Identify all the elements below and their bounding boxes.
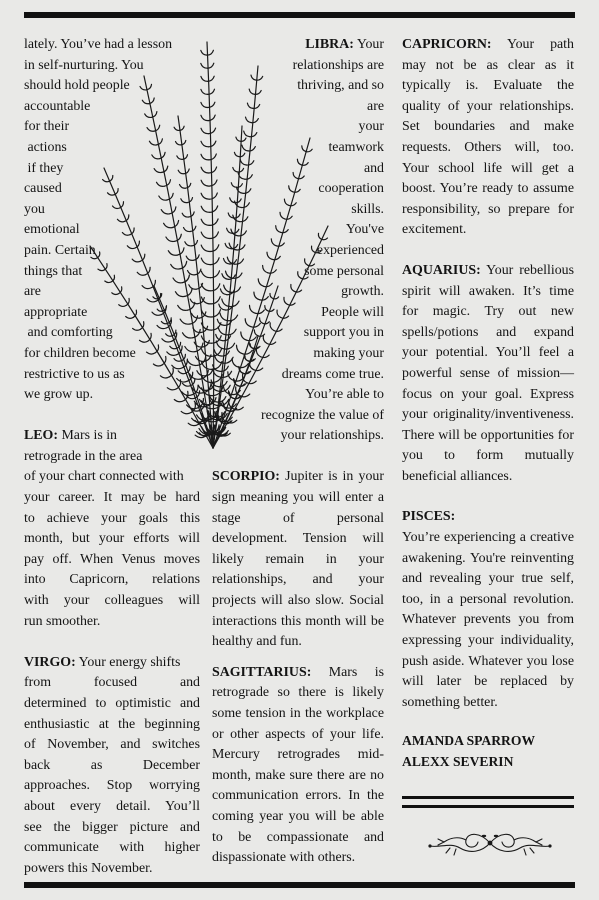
virgo-line: enthusiastic at the beginning [24,716,200,732]
aquarius-text: Your rebellious spirit will awaken. It’s time for magic. Try out new spells/potions and expand your potential. You’ll feel a powerful sense of mission—focus on your goal. Express your originality/inventiveness. There will be opportunities for you to form mutually beneficial alliances. [402,262,574,484]
author-name: AMANDA SPARROW [402,733,536,749]
virgo-line: powers this November. [24,860,153,876]
right-column [402,35,574,773]
libra-line: your relationships. [280,428,384,444]
pisces-text: You’re experiencing a creative awakening. You're reinventing and revealing your true self, too, in a personal revolution. Whatever prevents you from expressing your individuality, push aside. Whatever you lose will later be replaced by something better. [402,530,574,710]
libra-line: experienced [316,242,384,258]
scorpio-heading: SCORPIO: [212,469,280,485]
capricorn-text: Your path may not be as clear as it typically is. Evaluate the quality of your relationships. Set boundaries and make requests. Others will, too. Your school life will get a boost. You’re ready to assume responsibility, so prepare for excitement. [402,37,574,238]
aquarius-section [402,261,574,488]
intro-line: and comforting [24,325,113,341]
capricorn-section [402,35,574,241]
virgo-line: see the bigger picture and [24,819,200,835]
aquarius-heading: AQUARIUS: [402,262,481,278]
virgo-line: approaches. Stop worrying [24,778,200,794]
intro-line: emotional [24,222,80,238]
libra-section [212,35,384,447]
leo-line: to achieve your goals this [24,510,200,526]
libra-line: your [358,119,384,135]
libra-line: relationships are [292,57,384,73]
libra-line: are [367,98,384,114]
divider-line [402,796,574,799]
libra-line: cooperation [318,181,384,197]
capricorn-heading: CAPRICORN: [402,37,492,52]
libra-line: growth. [341,284,384,300]
leo-line: Mars is in [57,428,118,444]
virgo-line: from focused and [24,675,200,691]
libra-line: support you in [303,325,384,341]
leo-line: with your colleagues will [24,593,200,609]
intro-line: we grow up. [24,387,94,403]
leo-line: run smoother. [24,613,101,629]
libra-line: making your [313,345,384,361]
libra-line: recognize the value of [260,407,384,423]
left-column [24,35,200,879]
virgo-heading: VIRGO: [24,654,76,670]
libra-line: You've [345,222,384,238]
bottom-rule [24,882,575,888]
leo-line: of your chart connected with [24,469,184,485]
libra-line: thriving, and so [297,78,384,94]
intro-line: if they [24,160,64,176]
middle-column [212,35,384,869]
divider-line [402,805,574,808]
libra-line: dreams come true. [281,366,384,382]
leo-heading: LEO: [24,428,58,444]
leo-line: retrograde in the area [24,448,143,464]
sagittarius-section [212,663,384,869]
intro-line: restrictive to us as [24,366,125,382]
libra-line: some personal [304,263,384,279]
intro-line: should hold people [24,78,130,94]
intro-line: pain. Certain [24,242,96,258]
libra-heading: LIBRA: [305,37,354,52]
libra-line: People will [321,304,384,320]
intro-line: appropriate [24,304,88,320]
virgo-line: of November, and switches [24,737,200,753]
leo-line: month, but your efforts will [24,531,200,547]
leo-line: pay off. When Venus moves [24,551,200,567]
intro-line: lately. You’ve had a lesson [24,37,173,52]
intro-line: actions [24,139,67,155]
intro-line: in self-nurturing. You [24,57,144,73]
scorpio-section [212,467,384,652]
pisces-heading: PISCES: [402,509,456,525]
author-name: ALEXX SEVERIN [402,754,514,769]
intro-line: accountable [24,98,91,114]
libra-line: teamwork [328,139,384,155]
libra-line: Your [353,37,384,52]
sagittarius-heading: SAGITTARIUS: [212,664,312,680]
virgo-line: determined to optimistic and [24,696,200,711]
libra-line: and [363,160,384,176]
virgo-line: communicate with higher [24,840,200,856]
sagittarius-text: Mars is retrograde so there is likely some tension in the workplace or other aspects of your life. Mercury retrogrades mid-month, make sure there are no communication errors. In the coming year you will be able to be compassionate and dispassionate with others. [212,664,384,866]
libra-line: You’re able to [305,387,384,403]
virgo-line: back as December [24,757,200,773]
intro-line: you [24,201,45,217]
libra-line: skills. [351,201,384,217]
pisces-heading-line [402,507,574,528]
virgo-line: Your energy shifts [75,654,181,670]
leo-section [24,426,200,632]
flourish-ornament-icon [420,826,560,860]
leo-line: into Capricorn, relations [24,572,200,588]
intro-line: for children become [24,345,136,361]
scorpio-text: Jupiter is in your sign meaning you will enter a stage of personal development. Tension will likely remain in your relationships, and your projects will also slow. Social interactions this month will be healthy and fun. [212,469,384,650]
virgo-section [24,653,200,880]
top-rule [24,12,575,18]
intro-line: things that [24,263,83,279]
intro-line: caused [24,181,62,197]
intro-line: are [24,284,41,300]
leo-line: your career. It may be hard [24,490,200,506]
intro-line: for their [24,119,70,135]
virgo-line: about every detail. You’ll [24,798,200,814]
intro-paragraph [24,35,200,406]
